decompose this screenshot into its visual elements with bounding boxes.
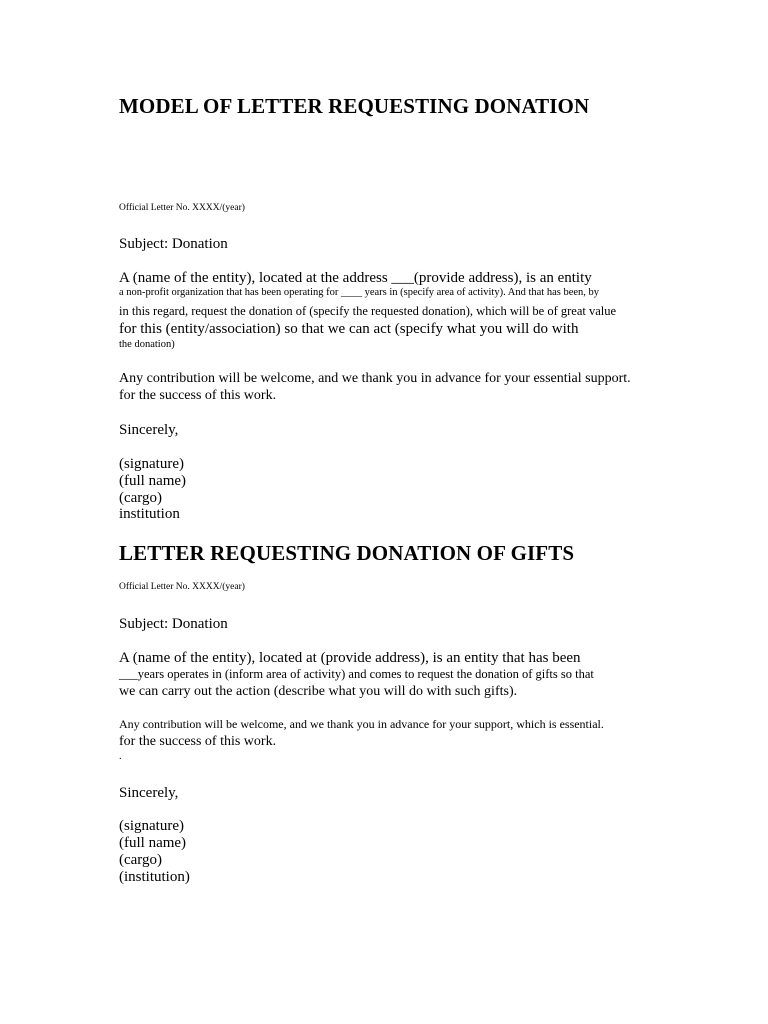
letter1-signature-line: (cargo)	[119, 490, 163, 506]
letter1-official-letter: Official Letter No. XXXX/(year)	[119, 203, 245, 213]
letter1-body-line: a non-profit organization that has been operating for ____ years in (specify area of activity). And that has been, by	[119, 287, 600, 298]
letter1-body-line: in this regard, request the donation of (specify the requested donation), which will be of great value	[119, 304, 617, 318]
letter1-contribution-line: Any contribution will be welcome, and we thank you in advance for your essential support.	[119, 371, 631, 386]
letter1-body-line: A (name of the entity), located at the address ___(provide address), is an entity	[119, 270, 592, 286]
letter1-subject: Subject: Donation	[119, 236, 228, 252]
letter1-contribution-line: for the success of this work.	[119, 388, 277, 403]
letter2-signature-line: (cargo)	[119, 852, 163, 868]
letter2-closing: Sincerely,	[119, 785, 179, 801]
letter2-contribution-line: .	[119, 751, 122, 762]
letter2-body-line: ___years operates in (inform area of activity) and comes to request the donation of gifts so that	[119, 667, 594, 681]
letter2-contribution-line: Any contribution will be welcome, and we thank you in advance for your support, which is essential.	[119, 717, 604, 731]
letter2-signature-line: (full name)	[119, 835, 187, 851]
letter1-closing: Sincerely,	[119, 422, 179, 438]
letter2-contribution-line: for the success of this work.	[119, 734, 277, 749]
letter1-body-line: for this (entity/association) so that we can act (specify what you will do with	[119, 321, 579, 337]
letter2-official-letter: Official Letter No. XXXX/(year)	[119, 582, 245, 592]
letter1-body-line: the donation)	[119, 339, 175, 350]
letter1-title: MODEL OF LETTER REQUESTING DONATION	[119, 94, 590, 118]
letter2-body-line: we can carry out the action (describe what you will do with such gifts).	[119, 684, 518, 699]
letter1-signature-line: institution	[119, 506, 180, 522]
letter2-signature-line: (institution)	[119, 869, 190, 885]
letter2-subject: Subject: Donation	[119, 616, 228, 632]
letter1-signature-line: (full name)	[119, 473, 187, 489]
letter2-title: LETTER REQUESTING DONATION OF GIFTS	[119, 541, 575, 565]
letter1-signature-line: (signature)	[119, 456, 184, 472]
letter2-body-line: A (name of the entity), located at (provide address), is an entity that has been	[119, 650, 581, 666]
letter2-signature-line: (signature)	[119, 818, 184, 834]
